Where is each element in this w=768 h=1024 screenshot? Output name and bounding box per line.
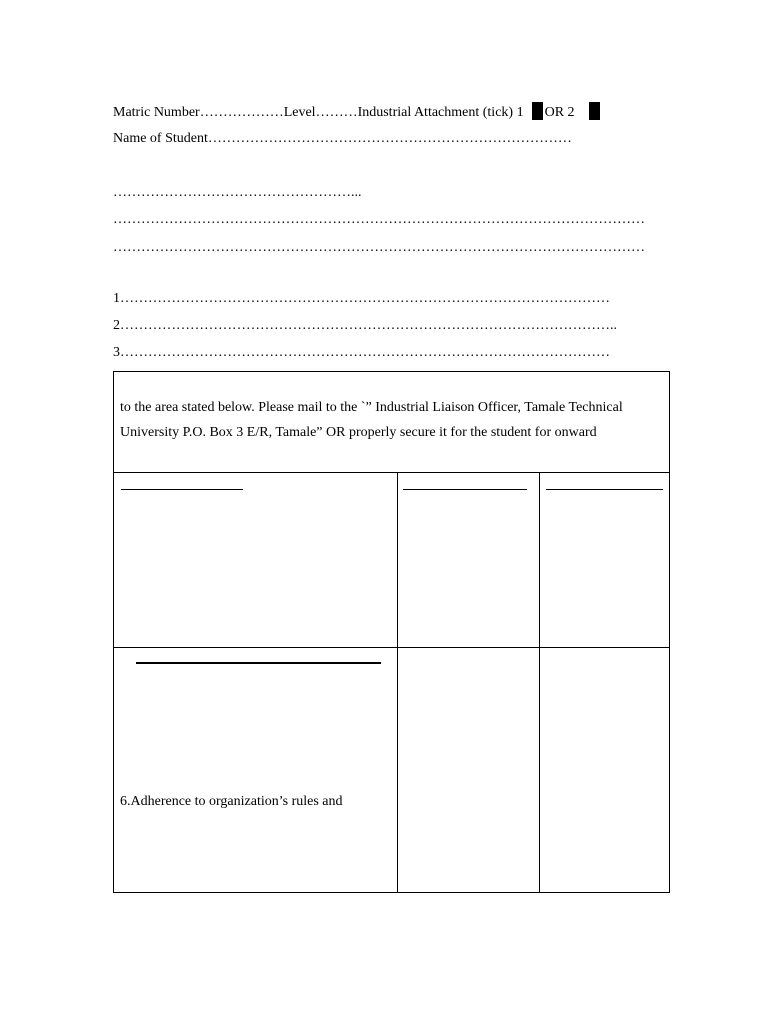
numbered-line-3[interactable]: 3…………………………………………………………………………………………… <box>113 345 610 360</box>
instruction-line-2: University P.O. Box 3 E/R, Tamale” OR properly secure it for the student for onward <box>120 425 597 440</box>
numbered-line-2[interactable]: 2…………………………………………………………………………………………….. <box>113 318 617 333</box>
assessment-table <box>113 371 670 893</box>
tick-box-2[interactable] <box>589 102 600 120</box>
matric-label: Matric Number………………Level………Industrial Attachment (tick) 1 <box>113 105 524 120</box>
or-label: OR 2 <box>544 105 575 120</box>
col1-heading-underline <box>121 489 243 490</box>
column-divider-1 <box>397 473 398 892</box>
dotted-line-long-2[interactable]: …………………………………………………………………………………………………… <box>113 240 645 255</box>
row-divider <box>114 647 669 648</box>
dotted-line-long-1[interactable]: …………………………………………………………………………………………………… <box>113 212 645 227</box>
section-heading-underline <box>136 662 381 664</box>
criteria-item-6: 6.Adherence to organization’s rules and <box>120 794 343 809</box>
matric-level-line <box>113 102 602 122</box>
dotted-line-short[interactable]: ……………………………………………... <box>113 185 362 200</box>
column-divider-2 <box>539 473 540 892</box>
col2-heading-underline <box>403 489 527 490</box>
student-name-line[interactable]: Name of Student…………………………………………………………………… <box>113 131 572 146</box>
numbered-line-1[interactable]: 1…………………………………………………………………………………………… <box>113 291 610 306</box>
tick-box-1[interactable] <box>532 102 543 120</box>
instruction-cell <box>114 372 669 473</box>
instruction-line-1: to the area stated below. Please mail to the `” Industrial Liaison Officer, Tamale Technical <box>120 400 623 415</box>
col3-heading-underline <box>546 489 663 490</box>
